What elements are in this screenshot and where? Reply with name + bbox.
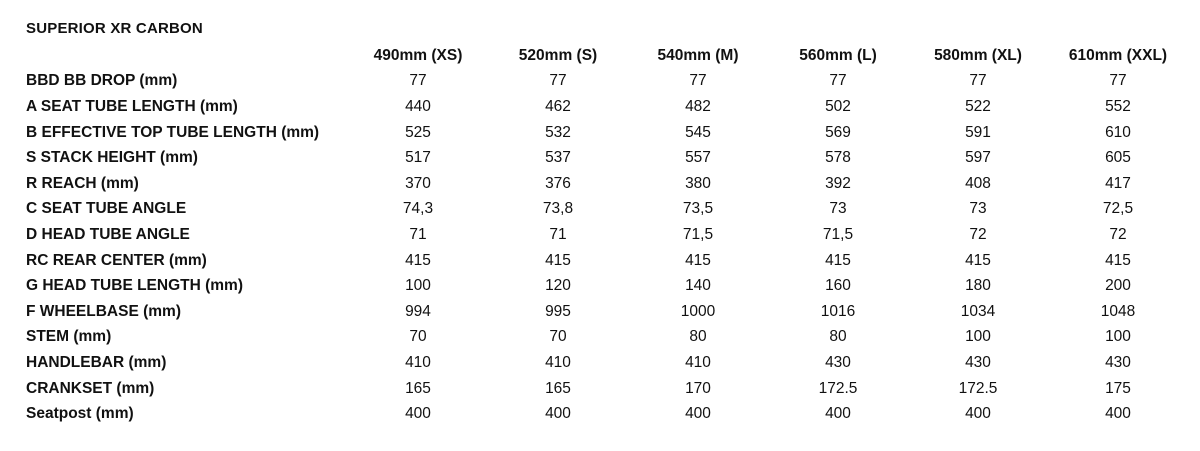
table-cell: 77: [1109, 72, 1127, 90]
table-cell: 77: [829, 72, 847, 90]
header-row: [20, 43, 1188, 69]
row-label: B EFFECTIVE TOP TUBE LENGTH (mm): [26, 123, 320, 141]
table-header: [20, 43, 1188, 69]
size-header: 540mm (M): [657, 46, 739, 64]
table-cell: 415: [685, 251, 711, 269]
table-row: [20, 299, 1188, 325]
table-cell: 74,3: [402, 200, 434, 218]
table-cell: 172.5: [958, 379, 998, 397]
table-row: [20, 171, 1188, 197]
table-cell: 462: [545, 97, 571, 115]
geometry-table: [20, 43, 1188, 427]
table-cell: 73,8: [542, 200, 574, 218]
table-cell: 400: [545, 405, 571, 423]
table-row: [20, 222, 1188, 248]
table-body: [20, 69, 1188, 427]
table-cell: 165: [545, 379, 571, 397]
table-cell: 1048: [1100, 302, 1136, 320]
table-cell: 71,5: [822, 225, 854, 243]
table-cell: 170: [685, 379, 711, 397]
table-cell: 400: [685, 405, 711, 423]
table-row: [20, 376, 1188, 402]
table-cell: 200: [1105, 277, 1131, 295]
row-label: F WHEELBASE (mm): [26, 302, 181, 320]
table-cell: 380: [685, 174, 711, 192]
table-cell: 525: [405, 123, 431, 141]
table-cell: 502: [825, 97, 851, 115]
row-label: D HEAD TUBE ANGLE: [26, 225, 190, 243]
table-row: [20, 273, 1188, 299]
table-cell: 72,5: [1102, 200, 1134, 218]
table-cell: 175: [1105, 379, 1131, 397]
table-cell: 578: [825, 149, 851, 167]
table-cell: 415: [965, 251, 991, 269]
table-cell: 71: [409, 225, 427, 243]
table-cell: 370: [405, 174, 431, 192]
table-cell: 77: [409, 72, 427, 90]
table-cell: 100: [1105, 328, 1131, 346]
size-header: 520mm (S): [518, 46, 598, 64]
table-cell: 400: [1105, 405, 1131, 423]
table-row: [20, 145, 1188, 171]
table-title: SUPERIOR XR CARBON: [26, 20, 203, 37]
table-cell: 165: [405, 379, 431, 397]
table-cell: 73,5: [682, 200, 714, 218]
table-cell: 376: [545, 174, 571, 192]
table-cell: 1000: [680, 302, 716, 320]
table-cell: 392: [825, 174, 851, 192]
table-cell: 482: [685, 97, 711, 115]
table-cell: 994: [405, 302, 431, 320]
row-label: G HEAD TUBE LENGTH (mm): [26, 277, 243, 295]
table-cell: 605: [1105, 149, 1131, 167]
table-cell: 73: [969, 200, 987, 218]
table-cell: 415: [405, 251, 431, 269]
row-label: R REACH (mm): [26, 174, 139, 192]
table-cell: 569: [825, 123, 851, 141]
row-label: S STACK HEIGHT (mm): [26, 149, 198, 167]
table-cell: 120: [545, 277, 571, 295]
size-header: 490mm (XS): [373, 46, 463, 64]
table-row: [20, 350, 1188, 376]
table-cell: 591: [965, 123, 991, 141]
table-cell: 430: [965, 353, 991, 371]
table-cell: 557: [685, 149, 711, 167]
table-cell: 532: [545, 123, 571, 141]
row-label: BBD BB DROP (mm): [26, 72, 178, 90]
table-cell: 80: [689, 328, 707, 346]
table-cell: 417: [1105, 174, 1131, 192]
row-label: A SEAT TUBE LENGTH (mm): [26, 97, 238, 115]
table-cell: 72: [969, 225, 987, 243]
table-cell: 70: [549, 328, 567, 346]
table-cell: 71: [549, 225, 567, 243]
table-cell: 552: [1105, 97, 1131, 115]
table-cell: 73: [829, 200, 847, 218]
row-label: STEM (mm): [26, 328, 112, 346]
table-cell: 597: [965, 149, 991, 167]
table-cell: 400: [965, 405, 991, 423]
table-cell: 440: [405, 97, 431, 115]
table-cell: 430: [825, 353, 851, 371]
table-cell: 410: [685, 353, 711, 371]
table-cell: 430: [1105, 353, 1131, 371]
table-cell: 72: [1109, 225, 1127, 243]
table-cell: 415: [545, 251, 571, 269]
table-cell: 537: [545, 149, 571, 167]
row-label: HANDLEBAR (mm): [26, 353, 167, 371]
table-cell: 410: [545, 353, 571, 371]
table-cell: 517: [405, 149, 431, 167]
table-cell: 160: [825, 277, 851, 295]
table-cell: 415: [1105, 251, 1131, 269]
table-cell: 415: [825, 251, 851, 269]
table-cell: 100: [965, 328, 991, 346]
table-row: [20, 69, 1188, 95]
row-label: Seatpost (mm): [26, 405, 134, 423]
table-row: [20, 325, 1188, 351]
table-cell: 140: [685, 277, 711, 295]
table-cell: 180: [965, 277, 991, 295]
table-cell: 77: [969, 72, 987, 90]
table-cell: 100: [405, 277, 431, 295]
table-cell: 522: [965, 97, 991, 115]
table-cell: 410: [405, 353, 431, 371]
row-label: CRANKSET (mm): [26, 379, 155, 397]
table-cell: 610: [1105, 123, 1131, 141]
table-row: [20, 248, 1188, 274]
table-cell: 77: [689, 72, 707, 90]
table-cell: 545: [685, 123, 711, 141]
table-cell: 400: [405, 405, 431, 423]
table-row: [20, 120, 1188, 146]
table-cell: 400: [825, 405, 851, 423]
table-cell: 70: [409, 328, 427, 346]
table-cell: 80: [829, 328, 847, 346]
table-cell: 1016: [820, 302, 856, 320]
table-cell: 995: [545, 302, 571, 320]
table-row: [20, 197, 1188, 223]
table-cell: 172.5: [818, 379, 858, 397]
table-cell: 1034: [960, 302, 996, 320]
row-label: C SEAT TUBE ANGLE: [26, 200, 187, 218]
size-header: 610mm (XXL): [1068, 46, 1168, 64]
table-cell: 71,5: [682, 225, 714, 243]
header-label-cell: [20, 43, 348, 69]
size-header: 580mm (XL): [934, 46, 1022, 64]
table-cell: 77: [549, 72, 567, 90]
table-cell: 408: [965, 174, 991, 192]
size-header: 560mm (L): [799, 46, 877, 64]
table-row: [20, 401, 1188, 427]
table-row: [20, 94, 1188, 120]
row-label: RC REAR CENTER (mm): [26, 251, 207, 269]
